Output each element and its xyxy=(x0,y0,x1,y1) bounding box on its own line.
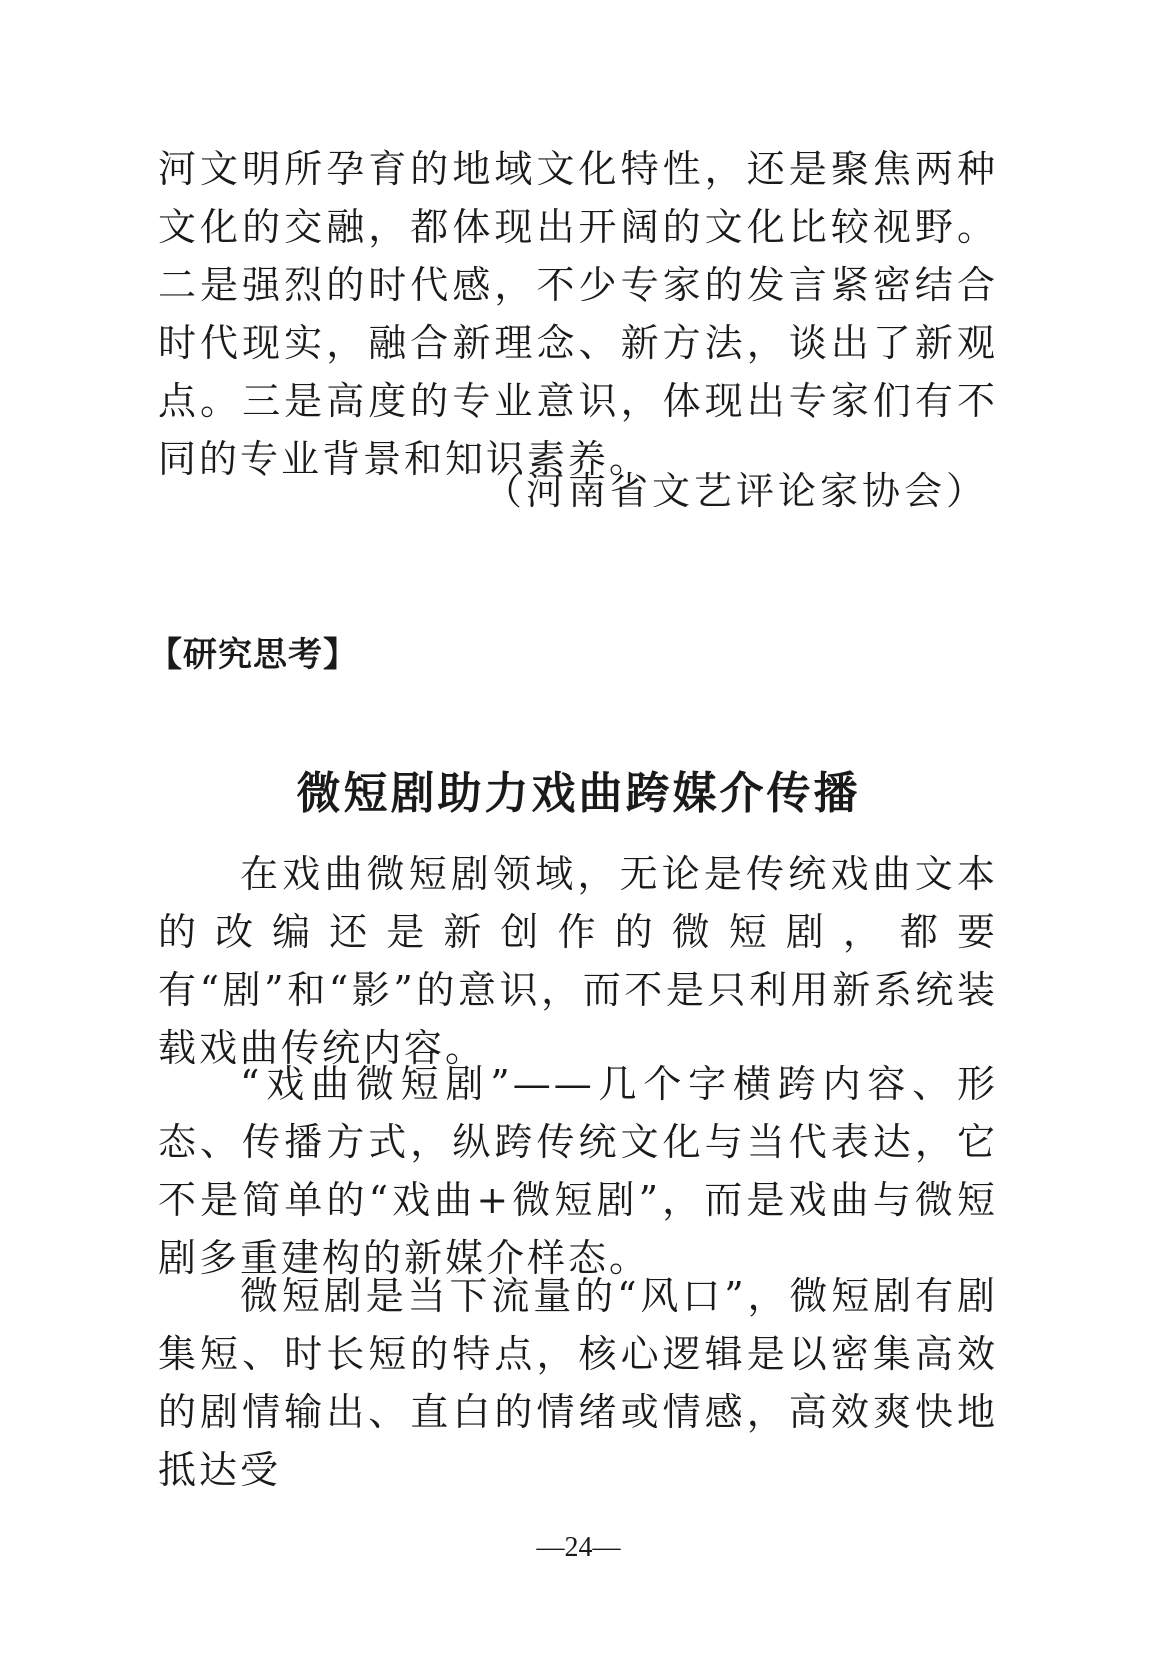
article-paragraph-1: 在戏曲微短剧领域，无论是传统戏曲文本的改编还是新创作的微短剧，都要有“剧”和“影”的意识，而不是只利用新系统装载戏曲传统内容。 xyxy=(158,852,998,1070)
section-label: 【研究思考】 xyxy=(148,635,358,675)
article-paragraph-3: 微短剧是当下流量的“风口”，微短剧有剧集短、时长短的特点，核心逻辑是以密集高效的剧情输出、直白的情绪或情感，高效爽快地抵达受 xyxy=(158,1274,998,1492)
article-paragraph-2: “戏曲微短剧”——几个字横跨内容、形态、传播方式，纵跨传统文化与当代表达，它不是简单的“戏曲+微短剧”，而是戏曲与微短剧多重建构的新媒介样态。 xyxy=(158,1062,998,1280)
attribution: （河南省文艺评论家协会） xyxy=(483,469,988,513)
article-title: 微短剧助力戏曲跨媒介传播 xyxy=(296,768,861,819)
continued-paragraph: 河文明所孕育的地域文化特性，还是聚焦两种文化的交融，都体现出开阔的文化比较视野。二是强烈的时代感，不少专家的发言紧密结合时代现实，融合新理念、新方法，谈出了新观点。三是高度的专业意识，体现出专家们有不同的专业背景和知识素养。 xyxy=(158,147,998,481)
page-number: —24— xyxy=(536,1532,621,1563)
